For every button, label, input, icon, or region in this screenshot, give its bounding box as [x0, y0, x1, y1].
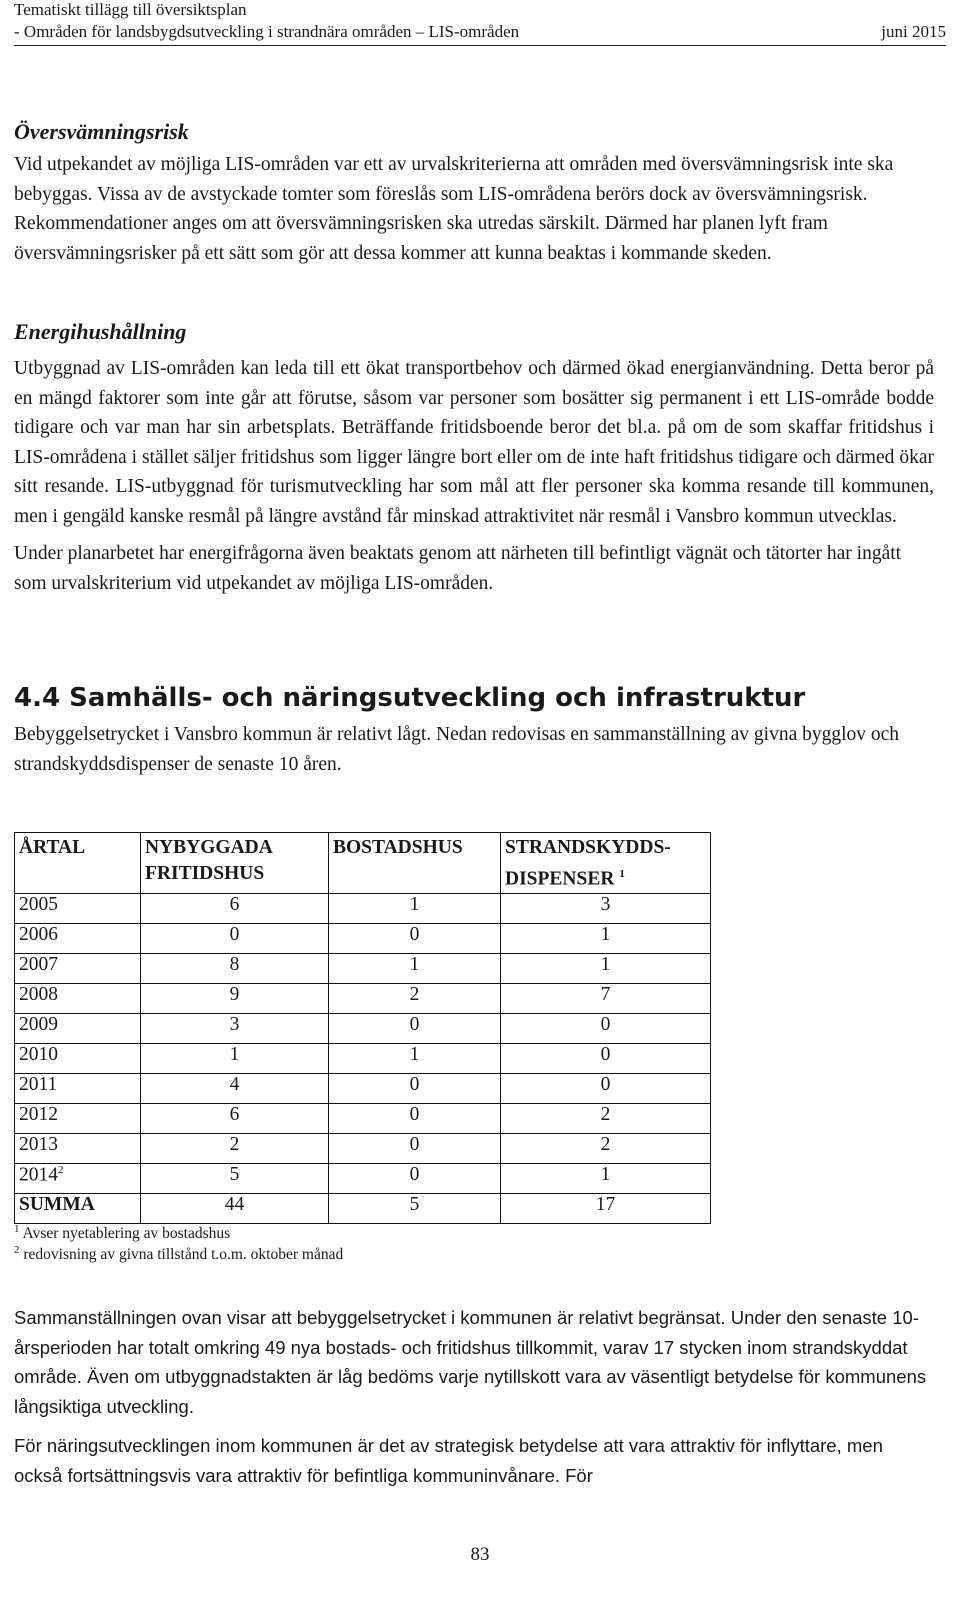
- row-new-cottages-value: 0: [229, 923, 240, 945]
- footnote-1-mark: 1: [14, 1223, 20, 1235]
- row-new-cottages-value: 8: [229, 953, 240, 975]
- row-year-value: 2006: [19, 923, 58, 945]
- flood-risk-paragraph: Vid utpekandet av möjliga LIS-områden var ett av urvalskriterierna att områden med översvämningsrisk inte ska bebyggas. Vissa av de avstyckade tomter som föreslås som LIS-områdena berörs dock av översvämningsrisk. Rekommendationer anges om att översvämningsrisken ska utredas särskilt. Därmed har planen lyft fram översvämningsrisker på ett sätt som gör att dessa kommer att kunna beaktas i kommande skeden.: [14, 154, 894, 264]
- row-new-cottages: [141, 1043, 329, 1073]
- energy-paragraph-2: Under planarbetet har energifrågorna även beaktats genom att närheten till befintligt vägnät och tätorter har ingått som urvalskriterium vid utpekandet av möjliga LIS-områden.: [14, 543, 902, 594]
- row-year-value: 2013: [19, 1133, 58, 1155]
- row-houses-value: 1: [409, 1043, 420, 1065]
- running-header-title: Tematiskt tillägg till översiktsplan: [14, 0, 247, 19]
- row-new-cottages: [141, 1163, 329, 1193]
- header-houses: BOSTADSHUS: [329, 833, 501, 894]
- row-houses-value: 1: [409, 893, 420, 915]
- section-flood-risk: [14, 118, 934, 268]
- row-houses-value: 0: [409, 1163, 420, 1185]
- row-houses: [329, 953, 501, 983]
- row-houses: [329, 893, 501, 923]
- row-houses: [329, 1103, 501, 1133]
- row-year: [15, 1133, 141, 1163]
- header-shore-dispensations: [501, 833, 711, 894]
- energy-paragraph-1: Utbyggnad av LIS-områden kan leda till ett ökat transportbehov och därmed ökad energianvändning. Detta beror på en mängd faktorer som inte går att förutse, såsom var personer som bosätter sig permanent i ett LIS-område bodde tidigare och var man har sin arbetsplats. Beträffande fritidsboende beror det bl.a. på om de som skaffar fritidshus i LIS-områdena i stället säljer fritidshus som ligger längre bort eller om de inte haft fritidshus tidigare och därmed ökar sitt resande. LIS-utbyggnad för turismutveckling har som mål att fler personer ska komma resande till kommunen, men i gengäld kanske resmål på längre avstånd får minskad attraktivitet när resmål i Vansbro kommun utvecklas.: [14, 358, 934, 527]
- row-year-value: 2007: [19, 953, 58, 975]
- row-houses: [329, 1013, 501, 1043]
- row-new-cottages-value: 6: [229, 893, 240, 915]
- section-energy: [14, 318, 934, 598]
- development-heading: 4.4 Samhälls- och näringsutveckling och infrastruktur: [14, 683, 806, 713]
- footnote-1-text: Avser nyetablering av bostadshus: [22, 1225, 231, 1243]
- row-shore-dispensations: [501, 983, 711, 1013]
- row-shore-dispensations-value: 7: [600, 983, 611, 1005]
- row-year-value: 2010: [19, 1043, 58, 1065]
- header-new-cottages-line1: NYBYGGADA: [145, 837, 273, 858]
- building-permits-table: [14, 832, 711, 1224]
- row-year-value: 2014: [19, 1164, 58, 1185]
- footnote-2: [14, 1240, 343, 1265]
- row-houses: [329, 1043, 501, 1073]
- row-houses: [329, 983, 501, 1013]
- row-shore-dispensations-value: 2: [600, 1133, 611, 1155]
- running-header-date: juni 2015: [881, 22, 946, 41]
- footnote-2-mark: 2: [14, 1244, 20, 1256]
- row-houses-value: 0: [409, 923, 420, 945]
- row-new-cottages: [141, 983, 329, 1013]
- row-shore-dispensations: [501, 1073, 711, 1103]
- row-houses: [329, 923, 501, 953]
- row-shore-dispensations: [501, 1043, 711, 1073]
- row-new-cottages-value: 1: [229, 1043, 240, 1065]
- row-new-cottages: [141, 1133, 329, 1163]
- closing-paragraph-2: För näringsutvecklingen inom kommunen är det av strategisk betydelse att vara attraktiv för inflyttare, men också fortsättningsvis vara attraktiv för befintliga kommuninvånare. För: [14, 1435, 883, 1486]
- row-year: [15, 953, 141, 983]
- table-row: [15, 983, 711, 1013]
- header-year: ÅRTAL: [15, 833, 141, 894]
- row-new-cottages: [141, 953, 329, 983]
- table-row: [15, 1133, 711, 1163]
- row-new-cottages-value: 3: [229, 1013, 240, 1035]
- row-year: [15, 923, 141, 953]
- row-shore-dispensations-value: 0: [600, 1043, 611, 1065]
- row-year: [15, 1043, 141, 1073]
- row-year-value: 2012: [19, 1103, 58, 1125]
- total-label: SUMMA: [15, 1193, 141, 1223]
- row-year-footnote-mark: 2: [58, 1163, 64, 1176]
- table-row: [15, 1163, 711, 1193]
- closing-paragraph-1: Sammanställningen ovan visar att bebyggelsetrycket i kommunen är relativt begränsat. Under den senaste 10-årsperioden har totalt omkring 49 nya bostads- och fritidshus tillkommit, varav 17 stycken inom strandskyddat område. Även om utbyggnadstakten är låg bedöms varje nytillskott vara av väsentligt betydelse för kommunens långsiktiga utveckling.: [14, 1307, 927, 1417]
- page-number: 83: [470, 1544, 490, 1565]
- row-houses: [329, 1073, 501, 1103]
- row-year: [15, 1013, 141, 1043]
- row-new-cottages: [141, 1013, 329, 1043]
- table-row: [15, 953, 711, 983]
- total-houses: 5: [329, 1193, 501, 1223]
- row-houses: [329, 1133, 501, 1163]
- table-row: [15, 1103, 711, 1133]
- row-houses-value: 0: [409, 1013, 420, 1035]
- row-new-cottages-value: 4: [229, 1073, 240, 1095]
- row-new-cottages: [141, 923, 329, 953]
- row-year-value: 2005: [19, 893, 58, 915]
- row-year: [15, 1163, 141, 1193]
- row-shore-dispensations: [501, 923, 711, 953]
- table-header-row: [15, 833, 711, 894]
- total-cottages: 44: [141, 1193, 329, 1223]
- row-shore-dispensations-value: 0: [600, 1013, 611, 1035]
- total-shore: 17: [501, 1193, 711, 1223]
- row-houses-value: 0: [409, 1073, 420, 1095]
- header-shore-footnote-mark: 1: [619, 868, 625, 880]
- row-new-cottages: [141, 893, 329, 923]
- row-year: [15, 1103, 141, 1133]
- row-year-value: 2008: [19, 983, 58, 1005]
- header-shore-line2: DISPENSER: [505, 868, 615, 890]
- row-year: [15, 983, 141, 1013]
- row-shore-dispensations-value: 2: [600, 1103, 611, 1125]
- row-shore-dispensations-value: 3: [600, 893, 611, 915]
- row-year-value: 2011: [19, 1073, 58, 1095]
- development-intro: Bebyggelsetrycket i Vansbro kommun är relativt lågt. Nedan redovisas en sammanställning av givna bygglov och strandskyddsdispenser de senaste 10 åren.: [14, 724, 900, 775]
- header-new-cottages-line2: FRITIDSHUS: [145, 863, 265, 884]
- footnote-2-text: redovisning av givna tillstånd t.o.m. oktober månad: [23, 1246, 344, 1264]
- row-shore-dispensations: [501, 1103, 711, 1133]
- section-closing: [14, 1303, 934, 1490]
- row-shore-dispensations-value: 1: [600, 1163, 611, 1185]
- row-new-cottages-value: 6: [229, 1103, 240, 1125]
- row-shore-dispensations-value: 0: [600, 1073, 611, 1095]
- row-houses-value: 2: [409, 983, 420, 1005]
- table-row: [15, 923, 711, 953]
- energy-heading: Energihushållning: [14, 319, 187, 344]
- row-shore-dispensations-value: 1: [600, 923, 611, 945]
- running-header-subtitle: [14, 22, 946, 42]
- row-new-cottages-value: 9: [229, 983, 240, 1005]
- table-row: [15, 893, 711, 923]
- table-row: [15, 1043, 711, 1073]
- row-new-cottages-value: 2: [229, 1133, 240, 1155]
- row-houses: [329, 1163, 501, 1193]
- row-houses-value: 1: [409, 953, 420, 975]
- row-shore-dispensations: [501, 1163, 711, 1193]
- row-shore-dispensations: [501, 893, 711, 923]
- row-houses-value: 0: [409, 1103, 420, 1125]
- row-shore-dispensations: [501, 953, 711, 983]
- flood-risk-heading: Översvämningsrisk: [14, 119, 189, 144]
- row-new-cottages: [141, 1073, 329, 1103]
- header-new-cottages: [141, 833, 329, 894]
- table-row: [15, 1013, 711, 1043]
- row-shore-dispensations: [501, 1013, 711, 1043]
- row-new-cottages: [141, 1103, 329, 1133]
- row-houses-value: 0: [409, 1133, 420, 1155]
- row-new-cottages-value: 5: [229, 1163, 240, 1185]
- row-year: [15, 1073, 141, 1103]
- header-divider: [14, 45, 946, 46]
- row-year-value: 2009: [19, 1013, 58, 1035]
- row-shore-dispensations: [501, 1133, 711, 1163]
- table-row: [15, 1073, 711, 1103]
- section-development: [14, 682, 934, 779]
- row-year: [15, 893, 141, 923]
- running-header-subtitle-text: - Områden för landsbygdsutveckling i strandnära områden – LIS-områden: [14, 22, 520, 41]
- row-shore-dispensations-value: 1: [600, 953, 611, 975]
- header-shore-line1: STRANDSKYDDS-: [505, 837, 671, 858]
